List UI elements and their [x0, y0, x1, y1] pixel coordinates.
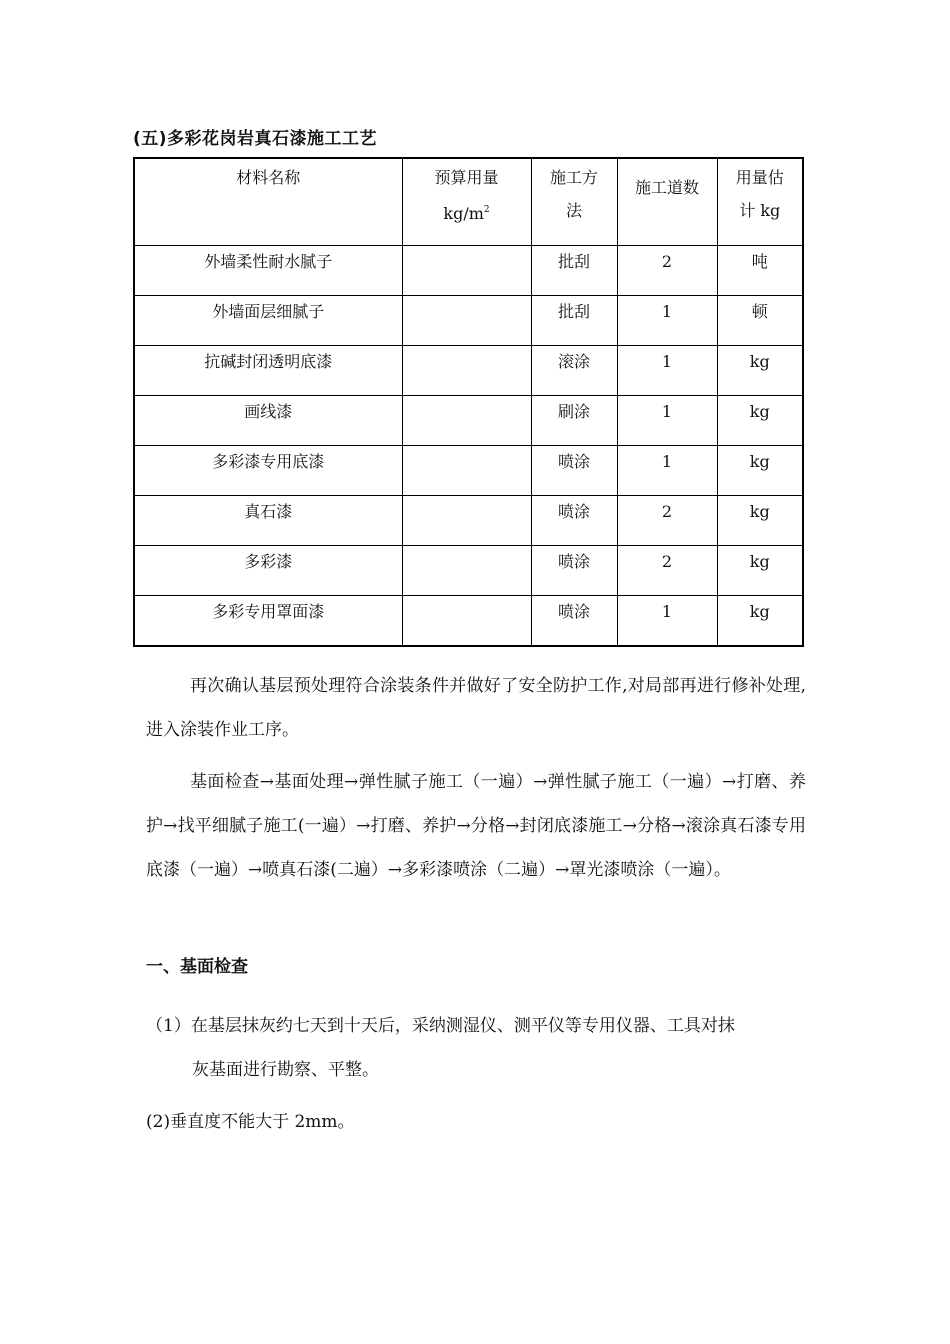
table-row: [134, 496, 803, 546]
cell-material-name: 多彩漆: [134, 546, 402, 596]
cell-coat-count: 1: [617, 446, 717, 496]
paragraph-confirm-base: 再次确认基层预处理符合涂装条件并做好了安全防护工作,对局部再进行修补处理,进入涂装作业工序。: [146, 676, 806, 740]
section-title: (五)多彩花岗岩真石漆施工工艺: [133, 129, 378, 149]
cell-budget-usage: [402, 246, 531, 296]
table-row: [134, 396, 803, 446]
heading-base-inspection: 一、基面检查: [146, 957, 248, 977]
cell-budget-usage: [402, 346, 531, 396]
cell-budget-usage: [402, 596, 531, 646]
cell-material-name: 多彩漆专用底漆: [134, 446, 402, 496]
cell-budget-usage: [402, 396, 531, 446]
cell-material-name: 画线漆: [134, 396, 402, 446]
header-budget-usage: 预算用量 $kg/m^2$: [402, 158, 531, 246]
cell-construction-method: 喷涂: [531, 496, 617, 546]
item-number: （1）: [146, 1016, 191, 1036]
cell-construction-method: 滚涂: [531, 346, 617, 396]
cell-usage-estimate: kg: [717, 446, 803, 496]
cell-construction-method: 批刮: [531, 246, 617, 296]
table-row: [134, 296, 803, 346]
cell-material-name: 真石漆: [134, 496, 402, 546]
header-construction-method: 施工方 法: [531, 158, 617, 246]
cell-coat-count: 1: [617, 396, 717, 446]
cell-usage-estimate: 吨: [717, 246, 803, 296]
cell-construction-method: 喷涂: [531, 546, 617, 596]
paragraph-process-flow: 基面检查→基面处理→弹性腻子施工（一遍）→弹性腻子施工（一遍）→打磨、养护→找平细腻子施工(一遍）→打磨、养护→分格→封闭底漆施工→分格→滚涂真石漆专用底漆（一遍）→喷真石漆(二遍）→多彩漆喷涂（二遍）→罩光漆喷涂（一遍）。: [146, 772, 806, 880]
cell-material-name: 外墙柔性耐水腻子: [134, 246, 402, 296]
cell-usage-estimate: kg: [717, 346, 803, 396]
cell-material-name: 外墙面层细腻子: [134, 296, 402, 346]
cell-coat-count: 2: [617, 546, 717, 596]
cell-budget-usage: [402, 446, 531, 496]
cell-coat-count: 2: [617, 496, 717, 546]
cell-construction-method: 刷涂: [531, 396, 617, 446]
cell-material-name: 抗碱封闭透明底漆: [134, 346, 402, 396]
table-row: [134, 546, 803, 596]
cell-budget-usage: [402, 496, 531, 546]
table-header-row: [134, 158, 803, 246]
header-coat-count: 施工道数: [617, 158, 717, 246]
cell-usage-estimate: kg: [717, 546, 803, 596]
item-text-line1: 在基层抹灰约七天到十天后，采纳测湿仪、测平仪等专用仪器、工具对抹: [190, 1016, 735, 1036]
table-row: [134, 346, 803, 396]
cell-coat-count: 1: [617, 296, 717, 346]
cell-coat-count: 2: [617, 246, 717, 296]
header-material-name: 材料名称: [134, 158, 402, 246]
cell-usage-estimate: kg: [717, 396, 803, 446]
cell-coat-count: 1: [617, 596, 717, 646]
list-item: (2)垂直度不能大于 2mm。: [146, 1112, 355, 1132]
cell-material-name: 多彩专用罩面漆: [134, 596, 402, 646]
table-row: [134, 446, 803, 496]
table-row: [134, 596, 803, 646]
cell-coat-count: 1: [617, 346, 717, 396]
header-usage-estimate: 用量估 计 kg: [717, 158, 803, 246]
cell-budget-usage: [402, 296, 531, 346]
cell-construction-method: 喷涂: [531, 446, 617, 496]
cell-usage-estimate: 顿: [717, 296, 803, 346]
materials-table: [133, 157, 804, 647]
cell-construction-method: 喷涂: [531, 596, 617, 646]
cell-construction-method: 批刮: [531, 296, 617, 346]
cell-usage-estimate: kg: [717, 496, 803, 546]
list-item: [146, 1004, 806, 1092]
item-text-line2: 灰基面进行勘察、平整。: [192, 1060, 379, 1080]
cell-budget-usage: [402, 546, 531, 596]
table-row: [134, 246, 803, 296]
cell-usage-estimate: kg: [717, 596, 803, 646]
